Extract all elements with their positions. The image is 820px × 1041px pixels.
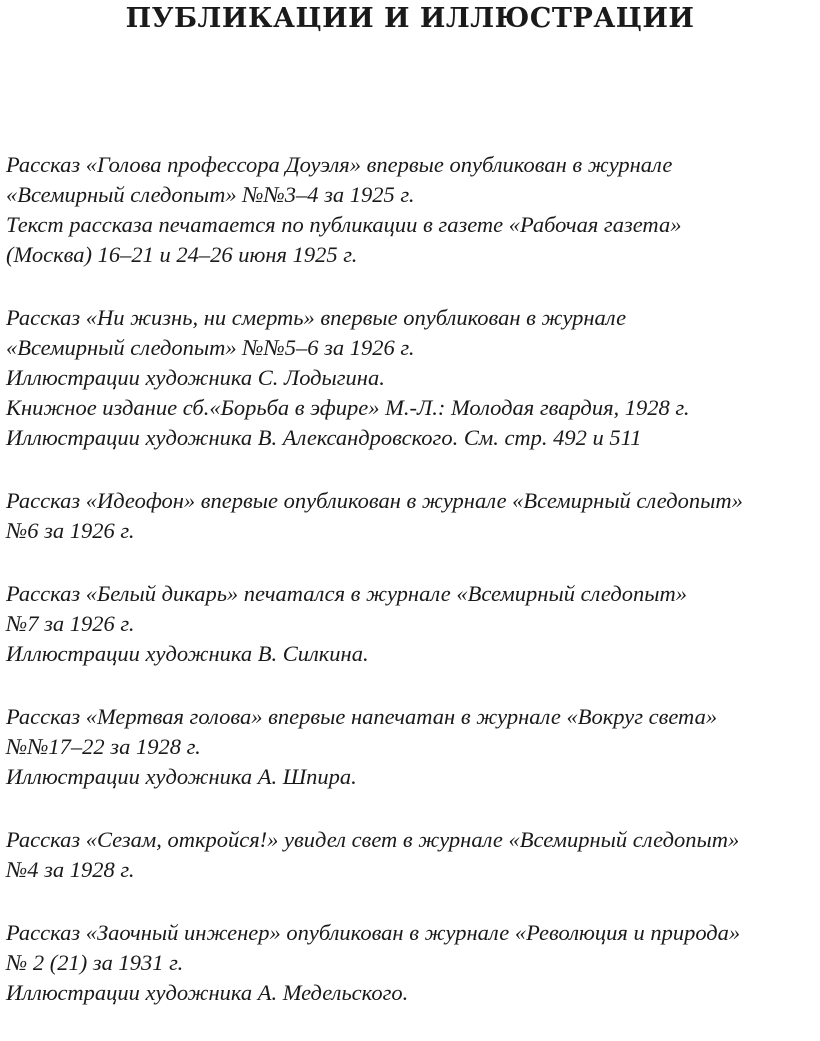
entry-line: Рассказ «Голова профессора Доуэля» впервые опубликован в журнале [6, 152, 673, 177]
entry-line: Книжное издание сб.«Борьба в эфире» М.-Л.: Молодая гвардия, 1928 г. [6, 395, 690, 420]
entry-line: Рассказ «Белый дикарь» печатался в журнале «Всемирный следопыт» [6, 581, 687, 606]
publication-list [6, 150, 818, 1041]
publication-entry [6, 825, 818, 885]
publication-entry [6, 486, 818, 546]
publication-entry [6, 579, 818, 669]
entry-line: Иллюстрации художника А. Шпира. [6, 764, 357, 789]
entry-line: Текст рассказа печатается по публикации в газете «Рабочая газета» [6, 212, 682, 237]
entry-line: Иллюстрации художника В. Силкина. [6, 641, 369, 666]
publication-entry [6, 303, 818, 453]
entry-line: №7 за 1926 г. [6, 611, 135, 636]
entry-line: №№17–22 за 1928 г. [6, 734, 201, 759]
entry-line: «Всемирный следопыт» №№5–6 за 1926 г. [6, 335, 415, 360]
entry-line: №6 за 1926 г. [6, 518, 135, 543]
entry-line: Иллюстрации художника В. Александровского. См. стр. 492 и 511 [6, 425, 642, 450]
publication-entry [6, 150, 818, 270]
entry-line: Рассказ «Мертвая голова» впервые напечатан в журнале «Вокруг света» [6, 704, 718, 729]
entry-line: (Москва) 16–21 и 24–26 июня 1925 г. [6, 242, 358, 267]
entry-line: Рассказ «Ни жизнь, ни смерть» впервые опубликован в журнале [6, 305, 627, 330]
page-title: ПУБЛИКАЦИИ И ИЛЛЮСТРАЦИИ [125, 3, 695, 34]
entry-line: №4 за 1928 г. [6, 857, 135, 882]
entry-line: № 2 (21) за 1931 г. [6, 950, 184, 975]
publication-entry [6, 702, 818, 792]
entry-line: Рассказ «Идеофон» впервые опубликован в журнале «Всемирный следопыт» [6, 488, 743, 513]
publication-entry [6, 918, 818, 1008]
entry-line: Рассказ «Сезам, откройся!» увидел свет в журнале «Всемирный следопыт» [6, 827, 740, 852]
entry-line: «Всемирный следопыт» №№3–4 за 1925 г. [6, 182, 415, 207]
entry-line: Иллюстрации художника А. Медельского. [6, 980, 409, 1005]
entry-line: Иллюстрации художника С. Лодыгина. [6, 365, 385, 390]
entry-line: Рассказ «Заочный инженер» опубликован в журнале «Революция и природа» [6, 920, 741, 945]
